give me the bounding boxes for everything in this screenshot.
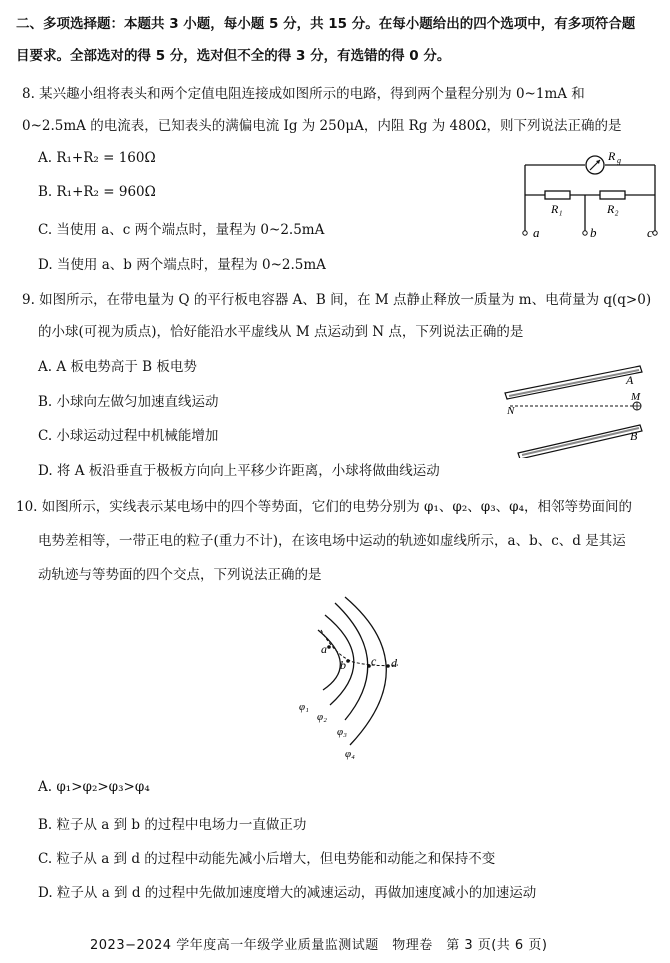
label-m: M: [631, 391, 641, 403]
point-a: [327, 645, 331, 649]
q8-option-c: C. 当使用 a、c 两个端点时，量程为 0~2.5mA: [38, 222, 325, 238]
q8-stem-line2: 0~2.5mA 的电流表，已知表头的满偏电流 Ig 为 250μA，内阻 Rg 为 480Ω，则下列说法正确的是: [22, 118, 622, 134]
label-d: d: [391, 656, 397, 670]
q10-equipotential-diagram: [285, 595, 425, 765]
label-plate-a: A: [626, 373, 634, 387]
terminal-c: [653, 231, 657, 235]
q10-option-a: A. φ₁>φ₂>φ₃>φ₄: [38, 779, 150, 795]
label-a: a: [533, 225, 540, 240]
page-footer: 2023−2024 学年度高一年级学业质量监测试题 物理卷 第 3 页(共 6 页): [90, 938, 548, 953]
section-heading-line1: 二、多项选择题：本题共 3 小题，每小题 5 分，共 15 分。在每小题给出的四个选项中，有多项符合题: [16, 16, 636, 32]
equipotential-line-4: [345, 597, 386, 745]
q8-stem-line1: 8. 某兴趣小组将表头和两个定值电阻连接成如图所示的电路，得到两个量程分别为 0~1mA 和: [22, 86, 585, 102]
q10-option-c: C. 粒子从 a 到 d 的过程中动能先减小后增大，但电势能和动能之和保持不变: [38, 851, 496, 867]
resistor-r1: [545, 191, 570, 199]
label-c: c: [647, 225, 653, 240]
label-r2: R₂: [607, 202, 619, 216]
q9-option-b: B. 小球向左做匀加速直线运动: [38, 394, 219, 410]
point-b: [346, 659, 350, 663]
label-b: b: [340, 658, 346, 672]
label-plate-b: B: [630, 429, 638, 443]
terminal-a: [523, 231, 527, 235]
label-c: c: [371, 654, 377, 668]
q8-option-b: B. R₁+R₂ = 960Ω: [38, 184, 156, 200]
point-d: [386, 664, 390, 668]
q9-capacitor-diagram: [500, 358, 655, 458]
q10-stem-line2: 电势差相等，一带正电的粒子(重力不计)，在该电场中运动的轨迹如虚线所示，a、b、c、d 是其运: [38, 533, 626, 549]
resistor-r2: [600, 191, 625, 199]
label-b: b: [590, 225, 597, 240]
q10-stem-line3: 动轨迹与等势面的四个交点，下列说法正确的是: [38, 567, 322, 583]
label-phi3: φ₃: [337, 726, 347, 738]
q9-option-d: D. 将 A 板沿垂直于极板方向向上平移少许距离，小球将做曲线运动: [38, 463, 440, 479]
q9-stem-line2: 的小球(可视为质点)，恰好能沿水平虚线从 M 点运动到 N 点，下列说法正确的是: [38, 324, 524, 340]
q10-option-b: B. 粒子从 a 到 b 的过程中电场力一直做正功: [38, 817, 307, 833]
label-rg: R: [608, 149, 616, 163]
section-heading-line2: 目要求。全部选对的得 5 分，选对但不全的得 3 分，有选错的得 0 分。: [16, 48, 451, 64]
label-phi4: φ₄: [345, 748, 355, 760]
terminal-b: [583, 231, 587, 235]
q8-option-d: D. 当使用 a、b 两个端点时，量程为 0~2.5mA: [38, 257, 326, 273]
q9-option-c: C. 小球运动过程中机械能增加: [38, 428, 219, 444]
q10-option-d: D. 粒子从 a 到 d 的过程中先做加速度增大的减速运动，再做加速度减小的加速运动: [38, 885, 537, 901]
label-rg-sub: g: [617, 156, 621, 165]
label-phi1: φ₁: [299, 701, 309, 713]
label-phi2: φ₂: [317, 711, 327, 723]
q10-stem-line1: 10. 如图所示，实线表示某电场中的四个等势面，它们的电势分别为 φ₁、φ₂、φ₃、φ₄，相邻等势面间的: [16, 499, 633, 515]
label-n: N: [507, 405, 515, 417]
label-r1: R₁: [551, 202, 563, 216]
q8-option-a: A. R₁+R₂ = 160Ω: [38, 150, 156, 166]
q9-option-a: A. A 板电势高于 B 板电势: [38, 359, 197, 375]
equipotential-line-1: [318, 630, 340, 690]
q8-circuit-diagram: [515, 145, 665, 245]
q9-stem-line1: 9. 如图所示，在带电量为 Q 的平行板电容器 A、B 间，在 M 点静止释放一质量为 m、电荷量为 q(q>0): [22, 292, 652, 308]
label-a: a: [321, 642, 327, 656]
